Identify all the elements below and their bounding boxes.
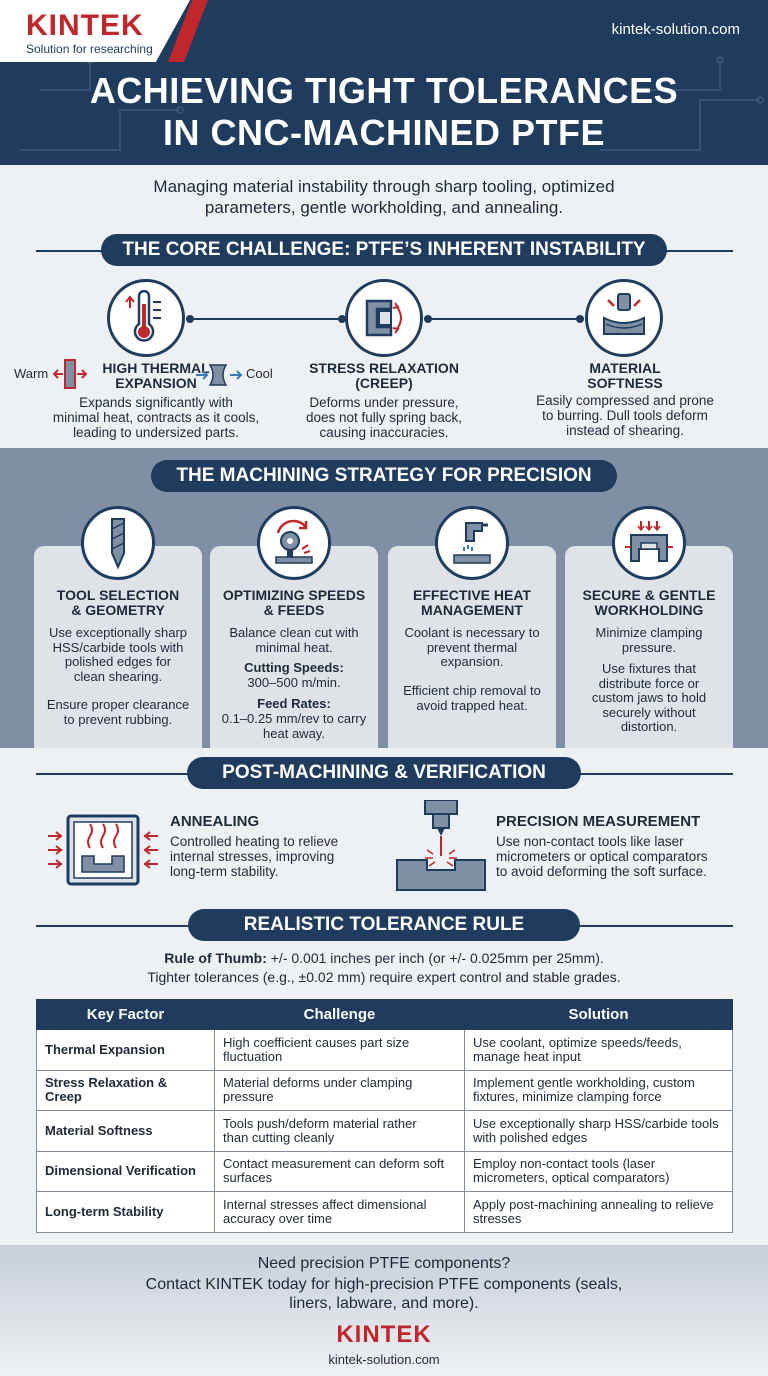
text-line: Coolant is necessary to	[404, 625, 540, 640]
page-title	[0, 70, 768, 154]
annealing-text	[170, 834, 338, 879]
text-line: avoid trapped heat.	[416, 697, 528, 713]
title-line-1: ACHIEVING TIGHT TOLERANCES	[89, 70, 679, 111]
table-header: Key Factor	[37, 1000, 215, 1030]
cell-line: Use exceptionally sharp HSS/carbide tools	[473, 1115, 719, 1131]
card-title-workholding	[565, 588, 733, 618]
text-line: Balance clean cut with	[229, 625, 359, 640]
solution-cell	[465, 1030, 733, 1071]
title-line: MATERIAL	[589, 360, 661, 376]
solution-cell	[465, 1151, 733, 1192]
speeds-label: Cutting Speeds:	[244, 660, 344, 675]
challenge-cell	[215, 1030, 465, 1071]
card-text-heat-1	[388, 626, 556, 670]
challenge-cell	[215, 1111, 465, 1152]
title-line: MANAGEMENT	[421, 602, 523, 618]
title-line: (CREEP)	[355, 375, 413, 391]
connector-dot	[576, 315, 584, 323]
text-line: Easily compressed and prone	[536, 393, 714, 408]
speeds-value: 300–500 m/min.	[247, 675, 341, 690]
warm-block-icon	[53, 358, 87, 390]
cell-line: fluctuation	[223, 1048, 283, 1064]
cta-line: Contact KINTEK today for high-precision PTFE components (seals,	[145, 1276, 623, 1293]
text-line: to avoid deforming the soft surface.	[496, 864, 707, 879]
text-line: HSS/carbide tools with	[52, 639, 184, 655]
text-line: minimal heat.	[255, 639, 333, 655]
table-row	[37, 1111, 733, 1152]
footer-question: Need precision PTFE components?	[257, 1255, 511, 1272]
title-line-2: IN CNC-MACHINED PTFE	[163, 112, 605, 153]
footer-site-link[interactable]: kintek-solution.com	[328, 1352, 440, 1367]
title-line: SECURE & GENTLE	[582, 587, 716, 603]
table-row	[37, 1030, 733, 1071]
card-title-heat	[388, 588, 556, 618]
subtitle-line-1: Managing material instability through sharp tooling, optimized	[153, 177, 615, 196]
key-factor-cell: Thermal Expansion	[37, 1030, 215, 1071]
card-text-tool-2	[34, 698, 202, 727]
cell-line: Material deforms under clamping	[223, 1075, 413, 1091]
rule-of-thumb	[0, 950, 768, 966]
title-line: SOFTNESS	[587, 375, 663, 391]
cta-line: liners, labware, and more).	[289, 1295, 479, 1312]
text-line: micrometers or optical comparators	[496, 849, 708, 864]
title-line: WORKHOLDING	[594, 602, 704, 618]
tolerance-table	[36, 999, 733, 1233]
speed-feed-icon	[257, 506, 331, 580]
text-line: prevent thermal	[426, 639, 518, 655]
solution-cell	[465, 1111, 733, 1152]
text-line: causing inaccuracies.	[319, 425, 449, 440]
cell-line: Implement gentle workholding, custom	[473, 1075, 695, 1091]
text-line: leading to undersized parts.	[73, 425, 239, 440]
thermometer-icon	[107, 279, 185, 357]
core-heading: THE CORE CHALLENGE: PTFE’S INHERENT INSTABILITY	[101, 234, 667, 266]
cell-line: High coefficient causes part size	[223, 1034, 410, 1050]
solution-cell	[465, 1192, 733, 1233]
text-line: Use exceptionally sharp	[48, 625, 188, 640]
cell-line: stresses	[473, 1210, 522, 1226]
key-factor-cell: Dimensional Verification	[37, 1151, 215, 1192]
subtitle-line-2: parameters, gentle workholding, and annealing.	[204, 198, 564, 217]
connector-line	[424, 318, 584, 320]
title-line: TOOL SELECTION	[56, 587, 180, 603]
text-line: instead of shearing.	[566, 423, 684, 438]
title-line: EFFECTIVE HEAT	[413, 587, 531, 603]
text-line: minimal heat, contracts as it cools,	[52, 410, 260, 425]
feeds-value	[210, 712, 378, 741]
card-text-tool-1	[34, 626, 202, 684]
text-line: Ensure proper clearance	[46, 697, 190, 712]
cell-line: Employ non-contact tools (laser	[473, 1156, 656, 1172]
challenge-cell	[215, 1151, 465, 1192]
clamp-icon	[345, 279, 423, 357]
page-subtitle	[0, 176, 768, 218]
title-line: EXPANSION	[115, 375, 197, 391]
cell-line: Use coolant, optimize speeds/feeds,	[473, 1034, 682, 1050]
table-header-row	[37, 1000, 733, 1030]
title-line: & FEEDS	[263, 602, 325, 618]
cell-line: manage heat input	[473, 1048, 581, 1064]
text-line: expansion.	[440, 654, 504, 669]
text-line: Controlled heating to relieve	[170, 834, 339, 849]
key-factor-cell: Stress Relaxation & Creep	[37, 1070, 215, 1111]
table-header: Challenge	[215, 1000, 465, 1030]
text-line: Deforms under pressure,	[309, 395, 459, 410]
title-line: HIGH THERMAL	[102, 360, 210, 376]
cell-line: Internal stresses affect dimensional	[223, 1196, 427, 1212]
table-row	[37, 1192, 733, 1233]
title-line: & GEOMETRY	[71, 602, 165, 618]
card-text-speeds-1	[210, 626, 378, 655]
cell-line: surfaces	[223, 1170, 273, 1186]
text-line: Use fixtures that	[602, 661, 696, 676]
challenge-text-thermal	[30, 395, 282, 440]
laser-measurement-icon	[395, 800, 487, 892]
cell-line: fixtures, minimize clamping force	[473, 1089, 662, 1105]
text-line: Minimize clamping	[595, 625, 703, 640]
footer-logo[interactable]: KINTEK	[336, 1321, 432, 1348]
key-factor-cell: Material Softness	[37, 1111, 215, 1152]
cell-line: with polished edges	[473, 1129, 588, 1145]
card-text-workholding-2	[565, 662, 733, 735]
challenge-title-creep	[284, 361, 484, 391]
rule-text: +/- 0.001 inches per inch (or +/- 0.025mm per 25mm).	[266, 950, 604, 966]
card-text-heat-2	[388, 684, 556, 713]
text-line: Expands significantly with	[79, 395, 233, 410]
fixture-icon	[612, 506, 686, 580]
connector-dot	[424, 315, 432, 323]
key-factor-cell: Long-term Stability	[37, 1192, 215, 1233]
title-line: OPTIMIZING SPEEDS	[222, 587, 366, 603]
text-line: does not fully spring back,	[305, 410, 463, 425]
title-line: STRESS RELAXATION	[309, 360, 459, 376]
cool-block-icon	[196, 362, 244, 388]
table-row	[37, 1151, 733, 1192]
text-line: internal stresses, improving	[170, 849, 335, 864]
brand-tagline: Solution for researching	[26, 42, 153, 56]
challenge-cell	[215, 1192, 465, 1233]
annealing-oven-icon	[44, 812, 162, 888]
cell-line: Apply post-machining annealing to relieve	[473, 1196, 714, 1212]
table-header: Solution	[465, 1000, 733, 1030]
text-line: to burring. Dull tools deform	[542, 408, 708, 423]
cell-line: than cutting cleanly	[223, 1129, 335, 1145]
strategy-heading: THE MACHINING STRATEGY FOR PRECISION	[151, 460, 617, 492]
table-row	[37, 1070, 733, 1111]
text-line: clean shearing.	[73, 668, 163, 684]
measurement-title: PRECISION MEASUREMENT	[496, 813, 701, 830]
cell-line: Contact measurement can deform soft	[223, 1156, 445, 1172]
brand-logo[interactable]: KINTEK	[26, 9, 144, 42]
card-title-speeds	[210, 588, 378, 618]
connector-dot	[186, 315, 194, 323]
text-line: long-term stability.	[170, 864, 279, 879]
text-line: distortion.	[620, 719, 678, 734]
cell-line: accuracy over time	[223, 1210, 333, 1226]
annealing-title: ANNEALING	[170, 813, 260, 830]
rule-heading: REALISTIC TOLERANCE RULE	[188, 909, 580, 941]
solution-cell	[465, 1070, 733, 1111]
compression-icon	[585, 279, 663, 357]
card-title-tool	[34, 588, 202, 618]
text-line: heat away.	[263, 725, 325, 741]
text-line: distribute force or	[598, 675, 700, 691]
card-text-workholding-1	[565, 626, 733, 655]
challenge-title-softness	[520, 361, 730, 391]
coolant-icon	[435, 506, 509, 580]
challenge-text-softness	[520, 393, 730, 438]
header-banner	[0, 0, 768, 165]
rule-note: Tighter tolerances (e.g., ±0.02 mm) require expert control and stable grades.	[147, 969, 621, 985]
text-line: custom jaws to hold	[591, 690, 707, 705]
text-line: Efficient chip removal to	[403, 683, 541, 698]
site-link[interactable]: kintek-solution.com	[611, 21, 740, 38]
cell-line: pressure	[223, 1089, 274, 1105]
text-line: polished edges for	[64, 654, 172, 669]
text-line: Use non-contact tools like laser	[496, 834, 684, 849]
post-heading: POST-MACHINING & VERIFICATION	[187, 757, 581, 789]
text-line: to prevent rubbing.	[63, 711, 173, 727]
connector-line	[186, 318, 346, 320]
warm-label: Warm	[14, 366, 49, 381]
cool-label: Cool	[246, 366, 273, 381]
footer-cta	[40, 1275, 728, 1313]
cell-line: Tools push/deform material rather	[223, 1115, 417, 1131]
challenge-text-creep	[284, 395, 484, 440]
feeds-label: Feed Rates:	[257, 696, 331, 711]
rule-label: Rule of Thumb:	[164, 950, 267, 966]
text-line: pressure.	[621, 639, 677, 655]
challenge-cell	[215, 1070, 465, 1111]
text-line: securely without	[602, 704, 696, 720]
measurement-text	[496, 834, 708, 879]
text-line: 0.1–0.25 mm/rev to carry	[221, 711, 367, 726]
drill-bit-icon	[81, 506, 155, 580]
cell-line: micrometers, optical comparators)	[473, 1170, 670, 1186]
